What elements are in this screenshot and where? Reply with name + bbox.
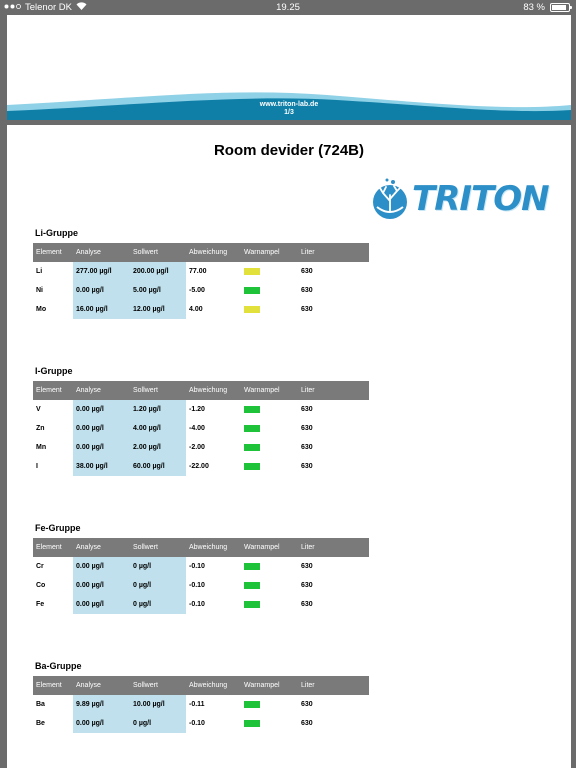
- clock: 19.25: [276, 2, 300, 13]
- pdf-page-1-bottom: [7, 15, 571, 120]
- cell-warnampel: [241, 557, 298, 576]
- cell-warnampel: [241, 300, 298, 319]
- cell-analyse: 9.89 µg/l: [73, 695, 130, 714]
- cell-sollwert: 12.00 µg/l: [130, 300, 186, 319]
- column-header: Sollwert: [130, 676, 186, 695]
- cell-element: Mo: [36, 306, 47, 313]
- cell-warnampel: [241, 695, 298, 714]
- status-bar: [0, 0, 576, 15]
- table-header-row: [33, 676, 369, 695]
- cell-warnampel: [241, 576, 298, 595]
- analysis-table: [33, 676, 369, 733]
- cell-element: I: [36, 463, 38, 470]
- column-header: Abweichung: [186, 243, 241, 262]
- report-title: Room devider (724B): [213, 142, 365, 159]
- carrier-label: Telenor DK: [25, 2, 72, 13]
- cell-liter: 630: [301, 268, 313, 275]
- cell-sollwert: 0 µg/l: [130, 576, 186, 595]
- cell-element: Fe: [36, 601, 45, 608]
- cell-liter: 630: [301, 720, 313, 727]
- column-header: Liter: [298, 381, 369, 400]
- group-title: Ba-Gruppe: [35, 661, 82, 671]
- table-row: [33, 714, 369, 733]
- cell-analyse: 277.00 µg/l: [73, 262, 130, 281]
- cell-abweichung: -0.11: [189, 701, 205, 708]
- table-row: [33, 576, 369, 595]
- cell-element: Mn: [36, 444, 47, 451]
- column-header: Liter: [298, 243, 369, 262]
- cell-sollwert: 10.00 µg/l: [130, 695, 186, 714]
- cell-abweichung: -0.10: [189, 720, 205, 727]
- cell-abweichung: -0.10: [189, 601, 205, 608]
- table-row: [33, 400, 369, 419]
- cell-analyse: 16.00 µg/l: [73, 300, 130, 319]
- table-row: [33, 300, 369, 319]
- group-title: Li-Gruppe: [35, 228, 78, 238]
- footer-url: www.triton-lab.de: [259, 101, 319, 108]
- cell-warnampel: [241, 438, 298, 457]
- table-row: [33, 695, 369, 714]
- column-header: Liter: [298, 676, 369, 695]
- column-header: Sollwert: [130, 381, 186, 400]
- warning-light-indicator: [244, 425, 260, 432]
- warning-light-indicator: [244, 563, 260, 570]
- warning-light-indicator: [244, 444, 260, 451]
- cell-analyse: 0.00 µg/l: [73, 438, 130, 457]
- cell-warnampel: [241, 400, 298, 419]
- column-header: Analyse: [73, 381, 130, 400]
- warning-light-indicator: [244, 406, 260, 413]
- cell-liter: 630: [301, 306, 313, 313]
- logo-wordmark: TRITON: [412, 179, 549, 219]
- table-row: [33, 262, 369, 281]
- table-row: [33, 419, 369, 438]
- cell-liter: 630: [301, 425, 313, 432]
- cell-liter: 630: [301, 287, 313, 294]
- column-header: Abweichung: [186, 381, 241, 400]
- triton-logo: [369, 177, 549, 223]
- pdf-page-2: [7, 125, 571, 768]
- column-header: Sollwert: [130, 243, 186, 262]
- warning-light-indicator: [244, 720, 260, 727]
- cell-element: Ba: [36, 701, 45, 708]
- cell-sollwert: 60.00 µg/l: [130, 457, 186, 476]
- cell-element: V: [36, 406, 41, 413]
- analysis-table: [33, 243, 369, 319]
- column-header: Abweichung: [186, 538, 241, 557]
- cell-abweichung: -0.10: [189, 582, 205, 589]
- column-header: Element: [33, 243, 73, 262]
- column-header: Sollwert: [130, 538, 186, 557]
- cell-abweichung: 77.00: [189, 268, 207, 275]
- column-header: Analyse: [73, 538, 130, 557]
- cell-analyse: 38.00 µg/l: [73, 457, 130, 476]
- cell-warnampel: [241, 262, 298, 281]
- cell-sollwert: 0 µg/l: [130, 595, 186, 614]
- table-row: [33, 281, 369, 300]
- cell-warnampel: [241, 595, 298, 614]
- cell-element: Ni: [36, 287, 43, 294]
- cell-element: Cr: [36, 563, 44, 570]
- cell-analyse: 0.00 µg/l: [73, 595, 130, 614]
- cell-element: Be: [36, 720, 45, 727]
- cell-liter: 630: [301, 582, 313, 589]
- footer-page-number: 1/3: [284, 109, 294, 116]
- table-row: [33, 557, 369, 576]
- column-header: Warnampel: [241, 381, 298, 400]
- column-header: Element: [33, 676, 73, 695]
- cell-abweichung: -5.00: [189, 287, 205, 294]
- table-header-row: [33, 381, 369, 400]
- cell-warnampel: [241, 714, 298, 733]
- cell-warnampel: [241, 457, 298, 476]
- warning-light-indicator: [244, 268, 260, 275]
- column-header: Warnampel: [241, 676, 298, 695]
- analysis-table: [33, 381, 369, 476]
- table-row: [33, 595, 369, 614]
- cell-sollwert: 5.00 µg/l: [130, 281, 186, 300]
- column-header: Element: [33, 538, 73, 557]
- warning-light-indicator: [244, 463, 260, 470]
- cell-element: Co: [36, 582, 46, 589]
- battery-icon: [550, 3, 570, 12]
- cell-sollwert: 2.00 µg/l: [130, 438, 186, 457]
- warning-light-indicator: [244, 287, 260, 294]
- cell-analyse: 0.00 µg/l: [73, 419, 130, 438]
- cell-abweichung: -1.20: [189, 406, 205, 413]
- cell-abweichung: -2.00: [189, 444, 205, 451]
- coral-logo-icon: [369, 177, 411, 223]
- cell-sollwert: 1.20 µg/l: [130, 400, 186, 419]
- cell-sollwert: 200.00 µg/l: [130, 262, 186, 281]
- column-header: Warnampel: [241, 538, 298, 557]
- cell-sollwert: 0 µg/l: [130, 557, 186, 576]
- cell-liter: 630: [301, 406, 313, 413]
- cell-liter: 630: [301, 601, 313, 608]
- cell-sollwert: 4.00 µg/l: [130, 419, 186, 438]
- warning-light-indicator: [244, 701, 260, 708]
- column-header: Warnampel: [241, 243, 298, 262]
- cell-liter: 630: [301, 463, 313, 470]
- battery-percent: 83 %: [523, 2, 545, 13]
- cell-warnampel: [241, 281, 298, 300]
- group-title: I-Gruppe: [35, 366, 73, 376]
- status-right: [523, 2, 570, 13]
- cell-element: Zn: [36, 425, 45, 432]
- cell-sollwert: 0 µg/l: [130, 714, 186, 733]
- cell-abweichung: 4.00: [189, 306, 203, 313]
- cell-abweichung: -0.10: [189, 563, 205, 570]
- column-header: Element: [33, 381, 73, 400]
- column-header: Liter: [298, 538, 369, 557]
- cell-abweichung: -4.00: [189, 425, 205, 432]
- warning-light-indicator: [244, 582, 260, 589]
- cell-analyse: 0.00 µg/l: [73, 557, 130, 576]
- warning-light-indicator: [244, 601, 260, 608]
- table-header-row: [33, 243, 369, 262]
- cell-liter: 630: [301, 563, 313, 570]
- cell-analyse: 0.00 µg/l: [73, 281, 130, 300]
- cell-analyse: 0.00 µg/l: [73, 576, 130, 595]
- warning-light-indicator: [244, 306, 260, 313]
- analysis-table: [33, 538, 369, 614]
- cell-analyse: 0.00 µg/l: [73, 400, 130, 419]
- table-row: [33, 457, 369, 476]
- group-title: Fe-Gruppe: [35, 523, 81, 533]
- cell-element: Li: [36, 268, 43, 275]
- column-header: Analyse: [73, 243, 130, 262]
- column-header: Analyse: [73, 676, 130, 695]
- table-row: [33, 438, 369, 457]
- column-header: Abweichung: [186, 676, 241, 695]
- cell-abweichung: -22.00: [189, 463, 209, 470]
- cell-warnampel: [241, 419, 298, 438]
- cell-liter: 630: [301, 444, 313, 451]
- cell-liter: 630: [301, 701, 313, 708]
- cell-analyse: 0.00 µg/l: [73, 714, 130, 733]
- table-header-row: [33, 538, 369, 557]
